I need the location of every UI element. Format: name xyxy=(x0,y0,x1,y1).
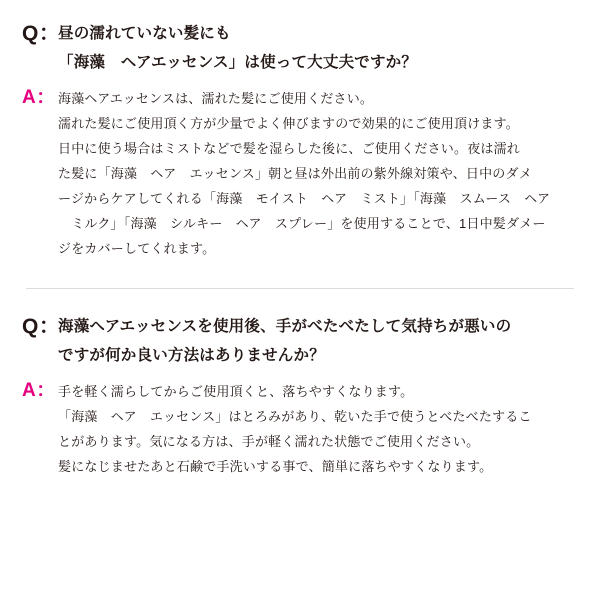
question-line: 海藻ヘアエッセンスを使用後、手がべたべたして気持ちが悪いの xyxy=(58,318,512,336)
answer-marker-1: A： xyxy=(22,87,56,109)
answer-row-1 xyxy=(22,85,578,262)
question-text-1 xyxy=(58,20,417,77)
answer-text-1 xyxy=(58,85,550,262)
answer-marker-2: A： xyxy=(22,380,56,402)
answer-row-2 xyxy=(22,378,578,480)
answer-line: 日中に使う場合はミストなどで髪を湿らした後に、ご使用ください。夜は濡れ xyxy=(58,141,521,157)
faq-item-1 xyxy=(22,20,578,262)
answer-line: ミルク」「海藻 シルキー ヘア スプレー」を使用することで、1日中髪ダメー xyxy=(58,216,546,232)
question-row-2 xyxy=(22,313,578,370)
answer-line: 濡れた髪にご使用頂く方が少量でよく伸びますので効果的にご使用頂けます。 xyxy=(58,116,519,132)
question-marker-1: Q： xyxy=(22,22,61,45)
question-line: ですが何か良い方法はありませんか？ xyxy=(58,346,325,364)
answer-line: ージからケアしてくれる「海藻 モイスト ヘア ミスト」「海藻 スムース ヘア xyxy=(58,191,551,207)
spacer xyxy=(22,77,578,85)
faq-item-2 xyxy=(22,313,578,480)
answer-line: 海藻ヘアエッセンスは、濡れた髪にご使用ください。 xyxy=(58,91,374,107)
question-line: 「海藻 ヘアエッセンス」は使って大丈夫ですか？ xyxy=(58,53,418,71)
question-line: 昼の濡れていない髪にも xyxy=(58,25,231,42)
question-marker-2: Q： xyxy=(22,315,61,339)
section-divider xyxy=(26,288,574,289)
answer-line: 髪になじませたあと石鹸で手洗いする事で、簡単に落ちやすくなります。 xyxy=(58,459,493,475)
answer-line: ジをカバーしてくれます。 xyxy=(58,241,216,257)
question-text-2 xyxy=(58,313,511,370)
question-row-1 xyxy=(22,20,578,77)
answer-line: とがあります。気になる方は、手が軽く濡れた状態でご使用ください。 xyxy=(58,434,480,450)
answer-line: た髪に「海藻 ヘア エッセンス」朝と昼は外出前の紫外線対策や、日中のダメ xyxy=(58,166,532,182)
answer-line: 「海藻 ヘア エッセンス」はとろみがあり、乾いた手で使うとべたべたするこ xyxy=(58,409,532,425)
answer-line: 手を軽く濡らしてからご使用頂くと、落ちやすくなります。 xyxy=(58,384,414,400)
spacer xyxy=(22,370,578,378)
answer-text-2 xyxy=(58,378,532,480)
